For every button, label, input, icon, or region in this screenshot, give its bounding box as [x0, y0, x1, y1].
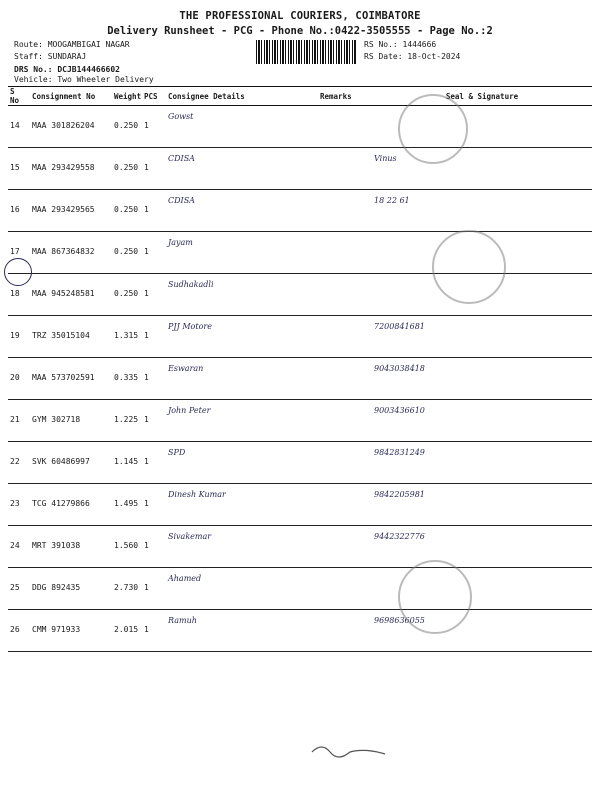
consignee-cell: Eswaran	[166, 358, 318, 400]
table-row	[8, 316, 592, 358]
pcs-cell: 1	[142, 232, 166, 274]
consignment-cell: MAA 293429558	[30, 148, 112, 190]
weight-cell: 2.730	[112, 568, 142, 610]
remarks-cell	[318, 316, 372, 358]
rs-number: RS No.: 1444666	[364, 40, 437, 49]
consignee-cell: Dinesh Kumar	[166, 484, 318, 526]
remarks-cell	[318, 190, 372, 232]
column-header: Seal & Signature	[372, 87, 592, 106]
weight-cell: 2.015	[112, 610, 142, 652]
remarks-cell	[318, 358, 372, 400]
consignment-cell: MAA 867364832	[30, 232, 112, 274]
pcs-cell: 1	[142, 568, 166, 610]
table-header-row	[8, 87, 592, 106]
sno-cell: 22	[8, 442, 30, 484]
weight-cell: 1.560	[112, 526, 142, 568]
signature-cell: 9003436610	[372, 400, 592, 442]
pcs-cell: 1	[142, 400, 166, 442]
runsheet-table	[8, 86, 592, 652]
consignment-cell: MRT 391038	[30, 526, 112, 568]
column-header: Consignment No	[30, 87, 112, 106]
table-row	[8, 400, 592, 442]
pcs-cell: 1	[142, 358, 166, 400]
pcs-cell: 1	[142, 316, 166, 358]
column-header: PCS	[142, 87, 166, 106]
table-row	[8, 442, 592, 484]
weight-cell: 1.495	[112, 484, 142, 526]
sno-cell: 19	[8, 316, 30, 358]
consignment-cell: TRZ 35015104	[30, 316, 112, 358]
weight-cell: 0.250	[112, 106, 142, 148]
weight-cell: 0.250	[112, 190, 142, 232]
rs-date: RS Date: 18-Oct-2024	[364, 52, 461, 61]
consignee-cell: Ahamed	[166, 568, 318, 610]
sno-cell: 21	[8, 400, 30, 442]
table-row	[8, 358, 592, 400]
consignment-cell: SVK 60486997	[30, 442, 112, 484]
remarks-cell	[318, 400, 372, 442]
consignment-cell: GYM 302718	[30, 400, 112, 442]
consignee-cell: Sudhakadli	[166, 274, 318, 316]
pcs-cell: 1	[142, 148, 166, 190]
table-row	[8, 274, 592, 316]
table-row	[8, 568, 592, 610]
pcs-cell: 1	[142, 190, 166, 232]
pcs-cell: 1	[142, 106, 166, 148]
remarks-cell	[318, 568, 372, 610]
weight-cell: 1.315	[112, 316, 142, 358]
consignee-cell: Gowst	[166, 106, 318, 148]
signature-cell: 9442322776	[372, 526, 592, 568]
sno-cell: 20	[8, 358, 30, 400]
signature-cell: 9842831249	[372, 442, 592, 484]
remarks-cell	[318, 148, 372, 190]
pcs-cell: 1	[142, 526, 166, 568]
sno-cell: 17	[8, 232, 30, 274]
sno-cell: 18	[8, 274, 30, 316]
table-row	[8, 526, 592, 568]
signature-cell: 9043038418	[372, 358, 592, 400]
row-marker-circle	[4, 258, 32, 286]
weight-cell: 1.225	[112, 400, 142, 442]
remarks-cell	[318, 526, 372, 568]
sno-cell: 23	[8, 484, 30, 526]
consignee-cell: Sivakemar	[166, 526, 318, 568]
sno-cell: 14	[8, 106, 30, 148]
column-header: Weight	[112, 87, 142, 106]
remarks-cell	[318, 610, 372, 652]
remarks-cell	[318, 106, 372, 148]
weight-cell: 0.335	[112, 358, 142, 400]
weight-cell: 0.250	[112, 274, 142, 316]
consignee-cell: John Peter	[166, 400, 318, 442]
consignee-cell: SPD	[166, 442, 318, 484]
consignment-cell: MAA 573702591	[30, 358, 112, 400]
pcs-cell: 1	[142, 442, 166, 484]
seal-stamp	[398, 94, 468, 164]
route-label: Route: MOOGAMBIGAI NAGAR	[14, 40, 130, 49]
runsheet-title: Delivery Runsheet - PCG - Phone No.:0422-3505555 - Page No.:2	[107, 25, 493, 37]
column-header: S No	[8, 87, 30, 106]
signature-cell: 18 22 61	[372, 190, 592, 232]
consignee-cell: Ramuh	[166, 610, 318, 652]
consignment-cell: TCG 41279866	[30, 484, 112, 526]
remarks-cell	[318, 484, 372, 526]
drs-number: DRS No.: DCJB144466602	[14, 65, 120, 74]
seal-stamp	[432, 230, 506, 304]
signature-cell: 9698636055	[372, 610, 592, 652]
consignment-cell: MAA 945248581	[30, 274, 112, 316]
table-row	[8, 484, 592, 526]
signature-cell: 7200841681	[372, 316, 592, 358]
staff-label: Staff: SUNDARAJ	[14, 52, 87, 61]
sno-cell: 26	[8, 610, 30, 652]
table-row	[8, 610, 592, 652]
consignee-cell: CDISA	[166, 148, 318, 190]
footer-scribble	[310, 738, 390, 762]
signature-cell: 9842205981	[372, 484, 592, 526]
column-header: Remarks	[318, 87, 372, 106]
consignment-cell: MAA 293429565	[30, 190, 112, 232]
consignee-cell: CDISA	[166, 190, 318, 232]
consignment-cell: CMM 971933	[30, 610, 112, 652]
consignment-cell: DDG 892435	[30, 568, 112, 610]
pcs-cell: 1	[142, 484, 166, 526]
pcs-cell: 1	[142, 610, 166, 652]
remarks-cell	[318, 442, 372, 484]
vehicle-label: Vehicle: Two Wheeler Delivery	[14, 75, 154, 84]
consignee-cell: Jayam	[166, 232, 318, 274]
signature-cell: Vinus	[372, 148, 592, 190]
pcs-cell: 1	[142, 274, 166, 316]
seal-stamp	[398, 560, 472, 634]
weight-cell: 1.145	[112, 442, 142, 484]
weight-cell: 0.250	[112, 232, 142, 274]
consignee-cell: PJJ Motore	[166, 316, 318, 358]
sno-cell: 16	[8, 190, 30, 232]
remarks-cell	[318, 232, 372, 274]
remarks-cell	[318, 274, 372, 316]
sno-cell: 24	[8, 526, 30, 568]
sno-cell: 25	[8, 568, 30, 610]
company-title: THE PROFESSIONAL COURIERS, COIMBATORE	[179, 10, 421, 22]
consignment-cell: MAA 301826204	[30, 106, 112, 148]
sno-cell: 15	[8, 148, 30, 190]
table-row	[8, 106, 592, 148]
table-row	[8, 148, 592, 190]
barcode	[256, 40, 356, 64]
table-row	[8, 190, 592, 232]
column-header: Consignee Details	[166, 87, 318, 106]
weight-cell: 0.250	[112, 148, 142, 190]
